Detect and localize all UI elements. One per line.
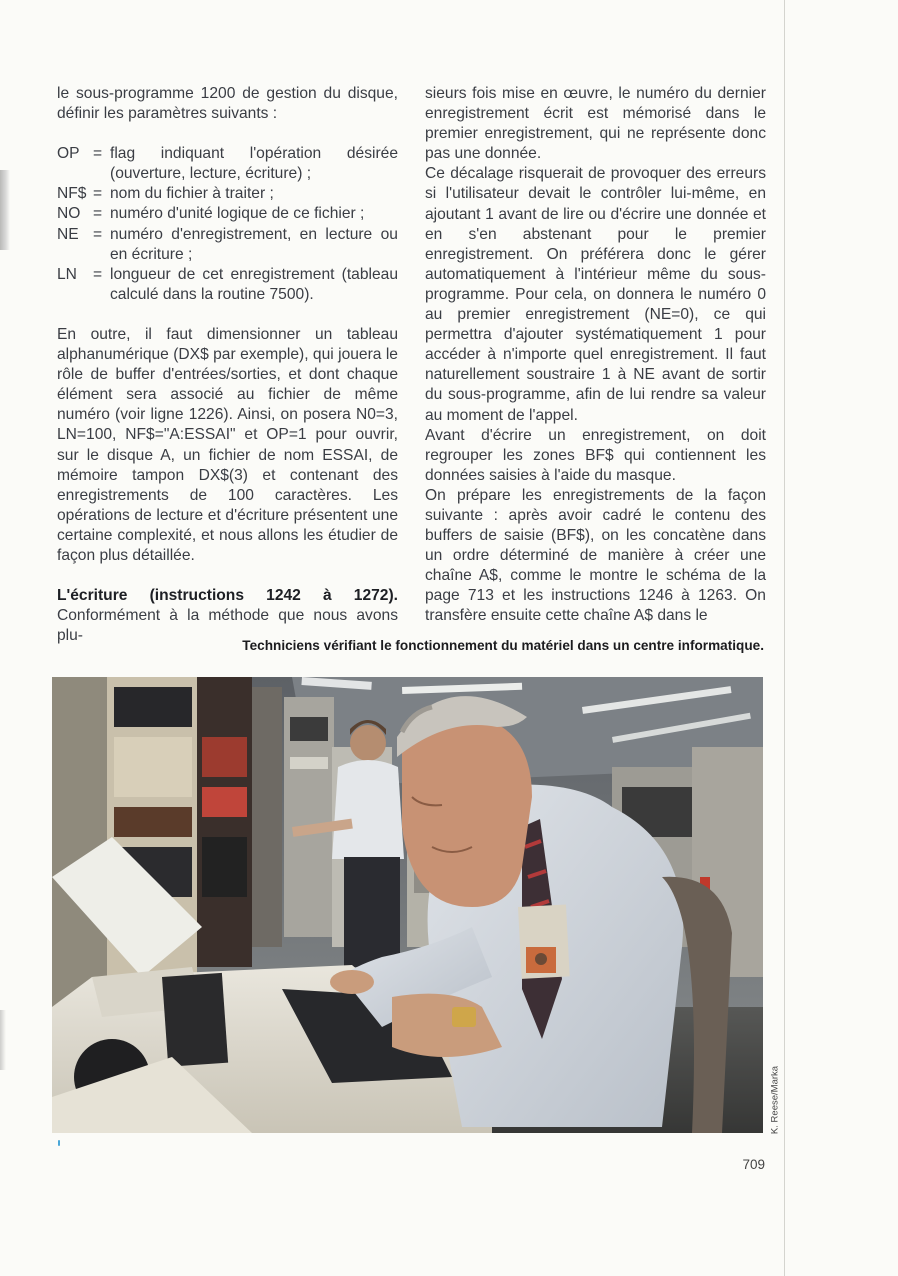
definition-text: numéro d'enregistrement, en lecture ou en écriture ; [110, 225, 398, 263]
right-column [425, 84, 766, 627]
definition-text: numéro d'unité logique de ce fichier ; [110, 205, 365, 223]
definition-term: OP [57, 145, 80, 163]
definition-equals: = [93, 185, 103, 203]
definition-equals: = [93, 265, 103, 283]
definition-item [57, 204, 398, 224]
left-paragraph-1: le sous-programme 1200 de gestion du disque, définir les paramètres suivants : [57, 85, 398, 123]
right-paragraph-4: On prépare les enregistrements de la façon suivante : après avoir cadré le contenu des buffers de saisie (BF$), on les concatène dans un ordre déterminé de manière à créer une chaîne A$, comme le montre le schéma de la page 713 et les instructions 1246 à 1263. On transfère ensuite cette chaîne A$ dans le [425, 486, 766, 625]
definition-item [57, 144, 398, 184]
definition-equals: = [93, 205, 103, 223]
right-paragraph-2: Ce décalage risquerait de provoquer des erreurs si l'utilisateur devait le contrôler lui-même, en ajoutant 1 avant de lire ou d'écrire une donnée et en s'en abstenant pour le premier enregistrement. On préférera donc le gérer automatiquement à l'intérieur même du sous-programme. Pour cela, on donnera le numéro 0 au premier enregistrement (NE=0), ce qui permettra d'ajouter systématiquement 1 pour accéder à n'importe quel enregistrement. Il faut naturellement soustraire 1 à NE avant de sortir du sous-programme, afin de lui rendre sa valeur au moment de l'appel. [425, 165, 766, 424]
definition-term: NF$ [57, 185, 87, 203]
page-edge-shadow-lower [0, 1010, 6, 1070]
print-mark [58, 1140, 60, 1146]
section-heading-ecriture: L'écriture (instructions 1242 à 1272). [57, 587, 398, 605]
photo-caption: Techniciens vérifiant le fonctionnement du matériel dans un centre informatique. [242, 638, 764, 653]
definition-term: NO [57, 205, 81, 223]
parameter-definitions [57, 144, 398, 305]
photo-credit [762, 1060, 788, 1140]
definition-item [57, 225, 398, 265]
right-paragraph-1: sieurs fois mise en œuvre, le numéro du dernier enregistrement écrit est mémorisé dans le premier enregistrement, qui ne représente donc pas une donnée. [425, 85, 766, 163]
left-paragraph-2: En outre, il faut dimensionner un tableau alphanumérique (DX$ par exemple), qui jouera le rôle de buffer d'entrées/sorties, et dont chaque élément sera associé au fichier de même numéro (voir ligne 1226). Ainsi, on posera N0=3, LN=100, NF$="A:ESSAI" et OP=1 pour ouvrir, sur le disque A, un fichier de nom ESSAI, de mémoire tampon DX$(3) et contenant des enregistrements de 100 caractères. Les opérations de lecture et d'écriture présentent une certaine complexité, et nous allons les étudier de façon plus détaillée. [57, 325, 398, 564]
left-paragraph-3-text: Conformément à la méthode que nous avons plu- [57, 607, 398, 645]
definition-text: flag indiquant l'opération désirée (ouverture, lecture, écriture) ; [110, 145, 398, 183]
left-column [57, 84, 398, 646]
page-number: 709 [742, 1157, 765, 1172]
definition-item [57, 184, 398, 204]
definition-equals: = [93, 145, 103, 163]
technician-photo [52, 677, 763, 1133]
definition-term: NE [57, 225, 79, 243]
definition-term: LN [57, 265, 77, 283]
definition-item [57, 265, 398, 305]
right-paragraph-3: Avant d'écrire un enregistrement, on doit regrouper les zones BF$ qui contiennent les données saisies à l'aide du masque. [425, 426, 766, 484]
photo-credit-text: K. Reese/Marka [769, 1065, 781, 1135]
photo-illustration [52, 677, 763, 1133]
definition-equals: = [93, 225, 103, 243]
definition-text: longueur de cet enregistrement (tableau calculé dans la routine 7500). [110, 265, 398, 303]
definition-text: nom du fichier à traiter ; [110, 185, 274, 203]
page-edge-shadow [0, 170, 10, 250]
